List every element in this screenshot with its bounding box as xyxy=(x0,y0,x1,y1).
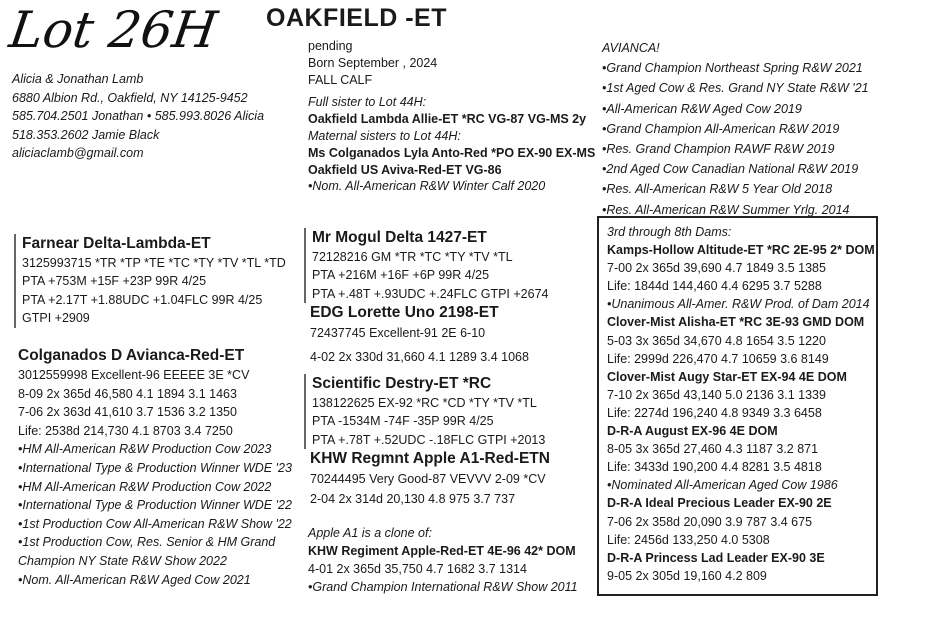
honor-item: •Grand Champion All-American R&W 2019 xyxy=(602,121,840,136)
dam-sire-line: 138122625 EX-92 *RC *CD *TY *TV *TL xyxy=(312,396,537,410)
class: FALL CALF xyxy=(308,72,373,87)
owner-address: 6880 Albion Rd., Oakfield, NY 14125-9452 xyxy=(12,90,248,105)
owner-phone-2: 518.353.2602 Jamie Black xyxy=(12,127,160,142)
sire-line: GTPI +2909 xyxy=(22,311,90,326)
ancestor-record: 8-05 3x 365d 27,460 4.3 1187 3.2 871 xyxy=(607,442,819,457)
apple-clone-block xyxy=(308,524,578,596)
dam-sire-block xyxy=(304,374,545,449)
maternal-label: Maternal sisters to Lot 44H: xyxy=(308,128,461,143)
sire-line: PTA +2.17T +1.88UDC +1.04FLC 99R 4/25 xyxy=(22,292,263,307)
owner-names: Alicia & Jonathan Lamb xyxy=(12,72,144,86)
ancestor-record: 7-10 2x 365d 43,140 5.0 2136 3.1 1339 xyxy=(607,387,826,402)
dam-honor: •Nom. All-American R&W Aged Cow 2021 xyxy=(18,572,251,587)
dam-line: 3012559998 Excellent-96 EEEEE 3E *CV xyxy=(18,368,250,382)
dam-honor: •HM All-American R&W Production Cow 2023 xyxy=(18,442,272,457)
dam-dam-line: 2-04 2x 314d 20,130 4.8 975 3.7 737 xyxy=(310,492,516,506)
ancestor-record: 7-00 2x 365d 39,690 4.7 1849 3.5 1385 xyxy=(607,261,826,276)
sire-line: 3125993715 *TR *TP *TE *TC *TY *TV *TL *TD xyxy=(22,256,286,270)
dam-sire-name: Scientific Destry-ET *RC xyxy=(312,375,492,392)
dam-dam-block xyxy=(310,449,550,509)
avianca-label: AVIANCA! xyxy=(602,41,660,55)
ancestor-name: Clover-Mist Alisha-ET *RC 3E-93 GMD DOM xyxy=(607,315,865,330)
ancestor-name: D-R-A August EX-96 4E DOM xyxy=(607,424,778,439)
dam-honor: •HM All-American R&W Production Cow 2022 xyxy=(18,479,272,494)
maternal-sister-2-note: •Nom. All-American R&W Winter Calf 2020 xyxy=(308,179,546,194)
honor-item: •2nd Aged Cow Canadian National R&W 2019 xyxy=(602,162,859,177)
ancestor-record: 7-06 2x 358d 20,090 3.9 787 3.4 675 xyxy=(607,514,813,529)
apple-note: •Grand Champion International R&W Show 2011 xyxy=(308,580,578,594)
dams-box-label: 3rd through 8th Dams: xyxy=(607,225,732,239)
dam-honor: •1st Production Cow, Res. Senior & HM Grand xyxy=(18,535,276,550)
dam-line: 8-09 2x 365d 46,580 4.1 1894 3.1 1463 xyxy=(18,386,237,401)
owner-block xyxy=(12,70,264,163)
sire-dam-name: EDG Lorette Uno 2198-ET xyxy=(310,304,499,321)
owner-email[interactable]: aliciaclamb@gmail.com xyxy=(12,146,144,161)
honor-item: •Res. Grand Champion RAWF R&W 2019 xyxy=(602,142,835,157)
dam-honor: •1st Production Cow All-American R&W Show '22 xyxy=(18,516,292,531)
dam-name: Colganados D Avianca-Red-ET xyxy=(18,347,245,364)
sire-sire-block xyxy=(304,228,548,303)
sire-sire-name: Mr Mogul Delta 1427-ET xyxy=(312,229,487,246)
ancestor-record: 5-03 3x 365d 34,670 4.8 1654 3.5 1220 xyxy=(607,333,826,348)
dam-dam-line: 70244495 Very Good-87 VEVVV 2-09 *CV xyxy=(310,472,546,486)
dams-box xyxy=(597,216,878,596)
dam-block xyxy=(18,346,292,589)
lot-number: Lot 26H xyxy=(5,1,221,59)
apple-label: Apple A1 is a clone of: xyxy=(308,526,432,540)
ancestor-record: •Nominated All-American Aged Cow 1986 xyxy=(607,478,838,493)
full-sister: Oakfield Lambda Allie-ET *RC VG-87 VG-MS 2y xyxy=(308,112,587,127)
dam-honor: •International Type & Production Winner WDE '22 xyxy=(18,498,292,513)
honor-item: •Res. All-American R&W Summer Yrlg. 2014 xyxy=(602,202,850,217)
ancestor-name: Clover-Mist Augy Star-ET EX-94 4E DOM xyxy=(607,369,847,384)
sire-sire-line: PTA +216M +16F +6P 99R 4/25 xyxy=(312,268,490,283)
ancestor-record: Life: 2999d 226,470 4.7 10659 3.6 8149 xyxy=(607,351,829,366)
full-sister-label: Full sister to Lot 44H: xyxy=(308,95,427,110)
dam-honor: •International Type & Production Winner WDE '23 xyxy=(18,460,292,475)
dam-sire-line: PTA +.78T +.52UDC -.18FLC GTPI +2013 xyxy=(312,432,546,447)
ancestor-record: Life: 2274d 196,240 4.8 9349 3.3 6458 xyxy=(607,405,822,420)
calf-details xyxy=(308,38,595,195)
dam-line: 7-06 2x 363d 41,610 3.7 1536 3.2 1350 xyxy=(18,405,237,420)
ancestor-name: D-R-A Princess Lad Leader EX-90 3E xyxy=(607,550,825,565)
dam-line: Life: 2538d 214,730 4.1 8703 3.4 7250 xyxy=(18,423,233,438)
maternal-sister-1: Ms Colganados Lyla Anto-Red *PO EX-90 EX-MS xyxy=(308,145,596,160)
sire-dam-block xyxy=(310,303,529,367)
ancestor-record: •Unanimous All-Amer. R&W Prod. of Dam 2014 xyxy=(607,297,870,312)
ancestor-record: Life: 2456d 133,250 4.0 5308 xyxy=(607,532,770,547)
honor-item: •Grand Champion Northeast Spring R&W 2021 xyxy=(602,61,863,76)
dams-box-lines xyxy=(607,241,876,585)
birth-date: Born September , 2024 xyxy=(308,55,438,70)
maternal-sister-2: Oakfield US Aviva-Red-ET VG-86 xyxy=(308,162,502,177)
dam-dam-name: KHW Regmnt Apple A1-Red-ETN xyxy=(310,450,550,467)
sire-sire-line: PTA +.48T +.93UDC +.24FLC GTPI +2674 xyxy=(312,286,549,301)
sire-block xyxy=(14,234,286,328)
ancestor-record: 9-05 2x 305d 19,160 4.2 809 xyxy=(607,568,767,583)
honor-item: •All-American R&W Aged Cow 2019 xyxy=(602,101,802,116)
ancestor-name: Kamps-Hollow Altitude-ET *RC 2E-95 2* DOM xyxy=(607,243,875,258)
avianca-honors xyxy=(602,38,869,220)
ancestor-name: D-R-A Ideal Precious Leader EX-90 2E xyxy=(607,496,832,511)
ancestor-record: Life: 1844d 144,460 4.4 6295 3.7 5288 xyxy=(607,279,822,294)
apple-record: 4-01 2x 365d 35,750 4.7 1682 3.7 1314 xyxy=(308,562,527,576)
ancestor-record: Life: 3433d 190,200 4.4 8281 3.5 4818 xyxy=(607,460,822,475)
status: pending xyxy=(308,39,353,53)
sire-dam-line: 4-02 2x 330d 31,660 4.1 1289 3.4 1068 xyxy=(310,350,529,364)
honor-item: •1st Aged Cow & Res. Grand NY State R&W '21 xyxy=(602,81,869,96)
sire-name: Farnear Delta-Lambda-ET xyxy=(22,235,211,252)
animal-title: OAKFIELD -ET xyxy=(266,4,447,32)
apple-name: KHW Regiment Apple-Red-ET 4E-96 42* DOM xyxy=(308,544,576,558)
dam-honor: Champion NY State R&W Show 2022 xyxy=(18,553,227,568)
honor-item: •Res. All-American R&W 5 Year Old 2018 xyxy=(602,182,833,197)
sire-sire-line: 72128216 GM *TR *TC *TY *TV *TL xyxy=(312,250,513,264)
sire-dam-line: 72437745 Excellent-91 2E 6-10 xyxy=(310,326,486,340)
sire-line: PTA +753M +15F +23P 99R 4/25 xyxy=(22,274,207,289)
dam-sire-line: PTA -1534M -74F -35P 99R 4/25 xyxy=(312,414,494,429)
owner-phone: 585.704.2501 Jonathan • 585.993.8026 Alicia xyxy=(12,109,265,124)
